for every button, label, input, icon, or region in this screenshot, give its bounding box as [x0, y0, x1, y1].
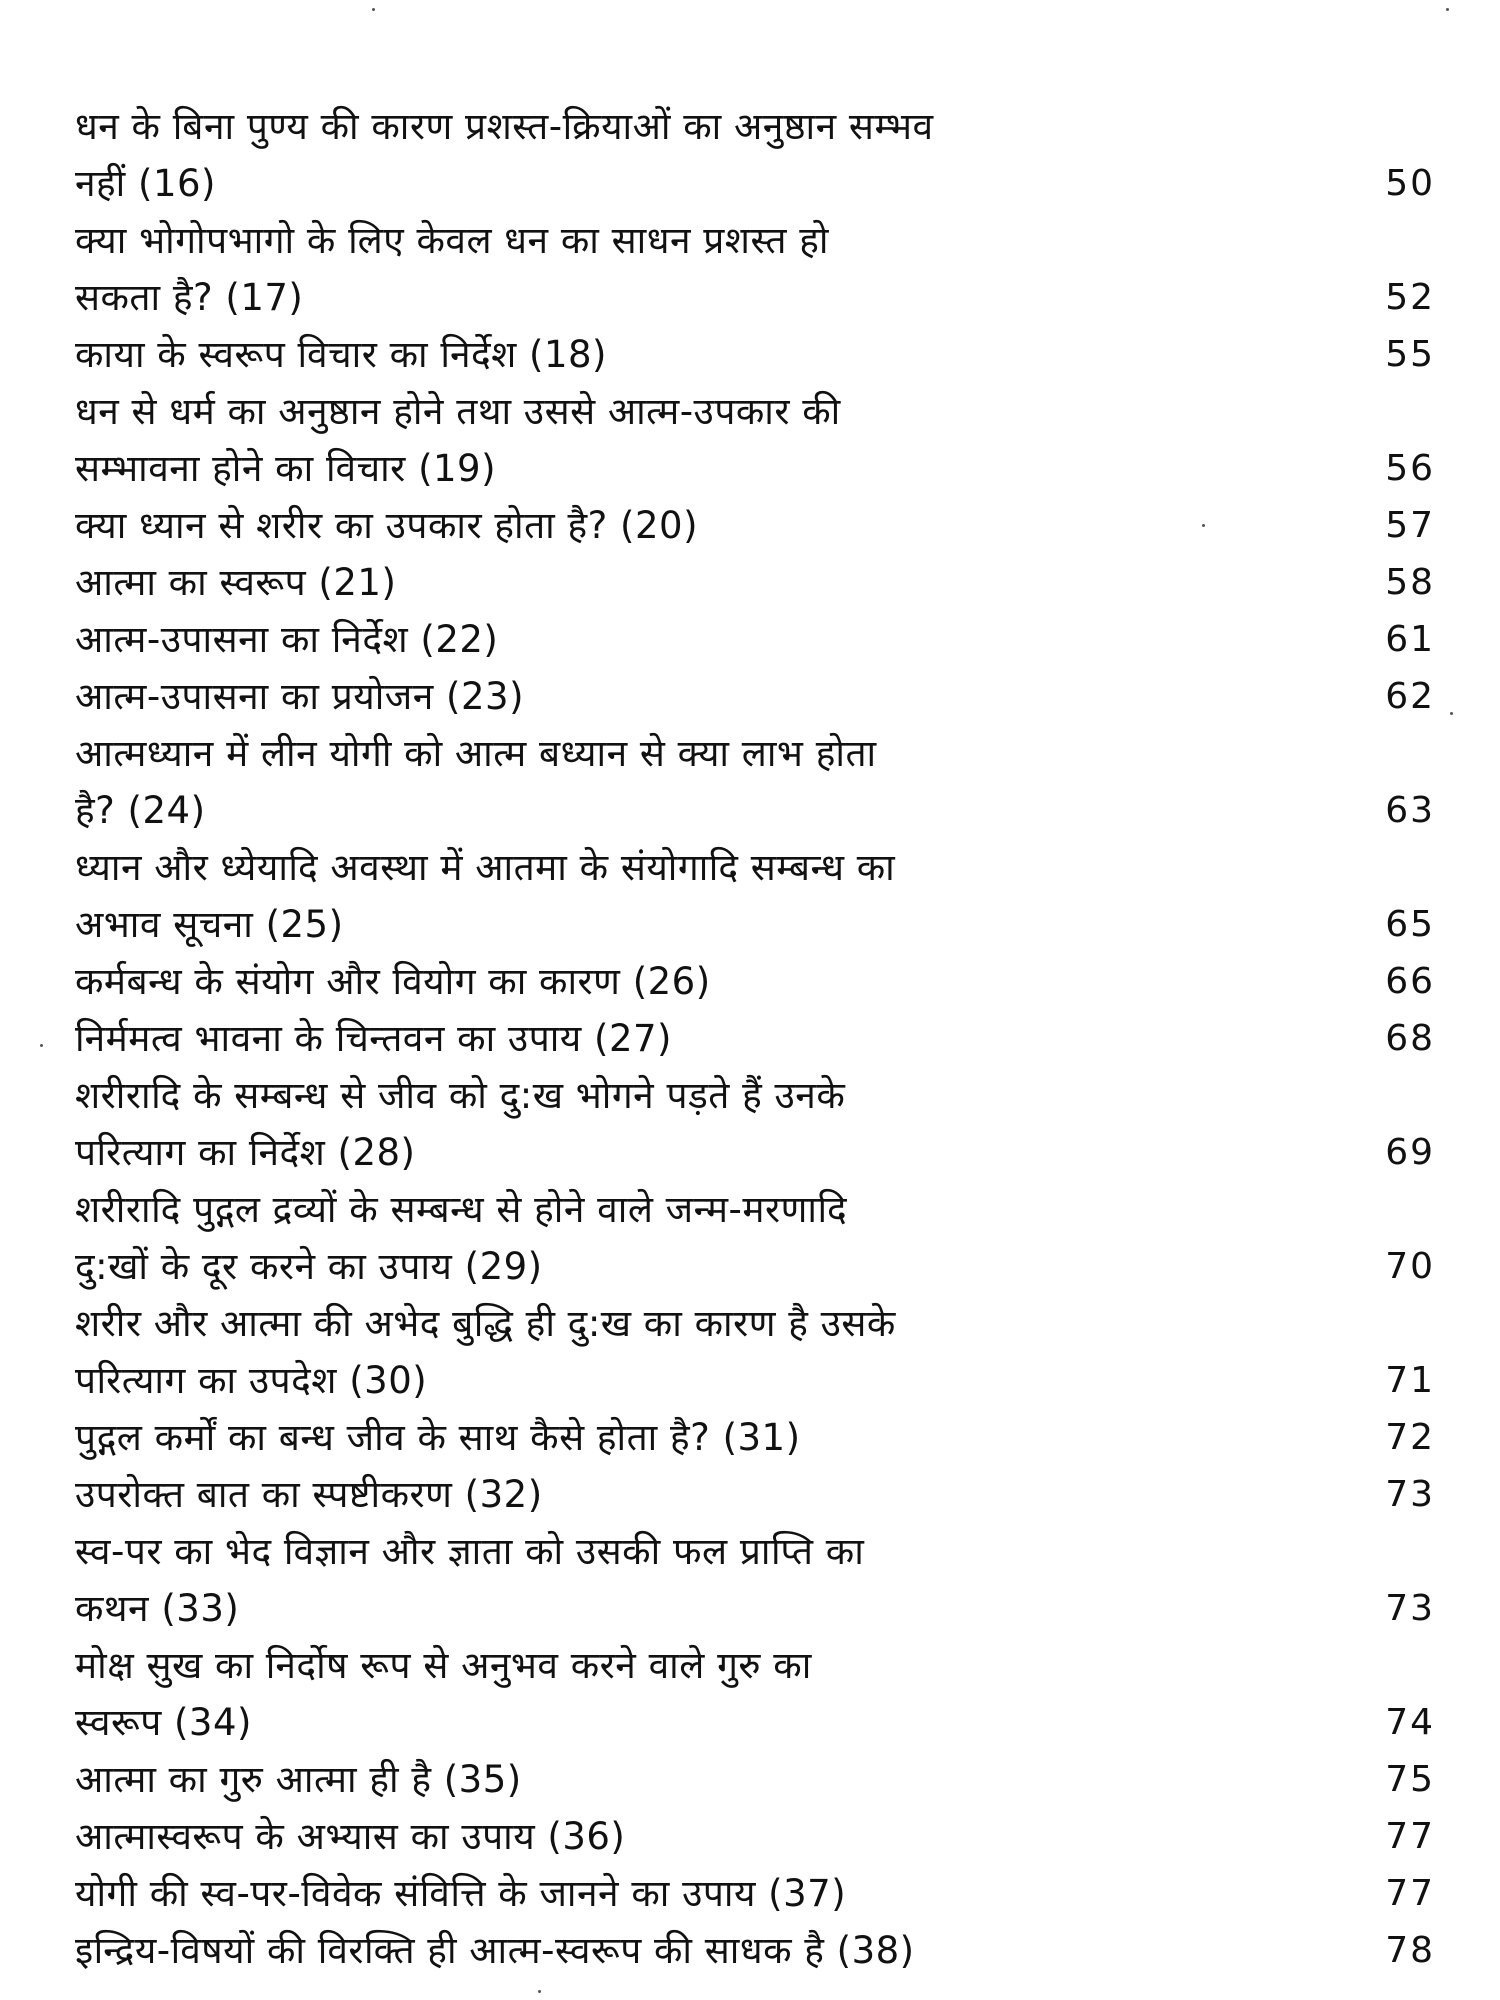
toc-entry-line: दु:खों के दूर करने का उपाय (29)	[75, 1245, 543, 1288]
toc-entry-title	[75, 1409, 1255, 1466]
toc-entry-line: आत्म-उपासना का प्रयोजन (23)	[75, 675, 525, 718]
toc-entry-title	[75, 212, 1255, 326]
toc-page-number: 58	[1385, 562, 1435, 603]
toc-page-number: 70	[1385, 1246, 1435, 1287]
toc-page-number: 56	[1385, 448, 1435, 489]
toc-entry-line: स्व-पर का भेद विज्ञान और ज्ञाता को उसकी फल प्राप्ति का	[75, 1530, 865, 1573]
toc-page-number: 66	[1385, 961, 1435, 1002]
toc-page-number: 65	[1385, 904, 1435, 945]
toc-page-number: 68	[1385, 1018, 1435, 1059]
toc-entry-line: आत्मध्यान में लीन योगी को आत्म बध्यान से क्या लाभ होता	[75, 732, 877, 775]
scan-speck	[1450, 712, 1453, 715]
toc-entry-title	[75, 839, 1255, 953]
toc-entry	[75, 1751, 1435, 1808]
toc-entry-line: अभाव सूचना (25)	[75, 903, 344, 946]
toc-entry-line: काया के स्वरूप विचार का निर्देश (18)	[75, 333, 607, 376]
toc-page-number: 78	[1385, 1930, 1435, 1971]
toc-entry-title	[75, 497, 1255, 554]
toc-entry-line: उपरोक्त बात का स्पष्टीकरण (32)	[75, 1473, 543, 1516]
toc-entry-title	[75, 611, 1255, 668]
toc-entry-line: योगी की स्व-पर-विवेक संवित्ति के जानने का उपाय (37)	[75, 1872, 847, 1915]
toc-entry-line: आत्मा का गुरु आत्मा ही है (35)	[75, 1758, 522, 1801]
toc-entry-line: आत्मा का स्वरूप (21)	[75, 561, 397, 604]
toc-entry	[75, 1295, 1435, 1409]
toc-page-number: 52	[1385, 277, 1435, 318]
toc-entry	[75, 326, 1435, 383]
toc-entry	[75, 725, 1435, 839]
toc-page-number: 61	[1385, 619, 1435, 660]
toc-entry-line: शरीरादि पुद्गल द्रव्यों के सम्बन्ध से होने वाले जन्म-मरणादि	[75, 1188, 848, 1231]
toc-page-number: 57	[1385, 505, 1435, 546]
toc-entry-title	[75, 1067, 1255, 1181]
toc-entry-line: परित्याग का उपदेश (30)	[75, 1359, 428, 1402]
toc-entry	[75, 1067, 1435, 1181]
table-of-contents	[75, 98, 1435, 1979]
toc-entry-line: शरीर और आत्मा की अभेद बुद्धि ही दु:ख का कारण है उसके	[75, 1302, 896, 1345]
toc-entry-line: कर्मबन्ध के संयोग और वियोग का कारण (26)	[75, 960, 711, 1003]
toc-entry-line: है? (24)	[75, 789, 206, 832]
toc-entry-title	[75, 1922, 1255, 1979]
toc-entry-line: नहीं (16)	[75, 162, 216, 205]
scan-speck	[40, 1044, 43, 1047]
toc-page-number: 75	[1385, 1759, 1435, 1800]
scan-speck	[538, 1990, 541, 1993]
toc-entry-title	[75, 1808, 1255, 1865]
toc-page-number: 69	[1385, 1132, 1435, 1173]
toc-entry	[75, 212, 1435, 326]
scan-speck	[1202, 524, 1205, 527]
toc-entry-line: क्या ध्यान से शरीर का उपकार होता है? (20)	[75, 504, 699, 547]
toc-page-number: 62	[1385, 676, 1435, 717]
toc-entry-title	[75, 98, 1255, 212]
toc-entry	[75, 1409, 1435, 1466]
toc-entry-title	[75, 554, 1255, 611]
toc-entry-line: पुद्गल कर्मों का बन्ध जीव के साथ कैसे होता है? (31)	[75, 1416, 801, 1459]
toc-entry	[75, 554, 1435, 611]
scan-speck	[1446, 8, 1449, 11]
toc-page-number: 73	[1385, 1588, 1435, 1629]
toc-entry	[75, 1865, 1435, 1922]
toc-entry	[75, 1922, 1435, 1979]
scan-speck	[372, 8, 375, 11]
toc-entry-title	[75, 326, 1255, 383]
toc-entry-title	[75, 1010, 1255, 1067]
toc-entry-line: क्या भोगोपभागो के लिए केवल धन का साधन प्रशस्त हो	[75, 219, 829, 262]
toc-entry	[75, 1523, 1435, 1637]
toc-entry	[75, 611, 1435, 668]
toc-entry-title	[75, 383, 1255, 497]
toc-entry	[75, 98, 1435, 212]
toc-entry	[75, 668, 1435, 725]
toc-entry-line: इन्द्रिय-विषयों की विरक्ति ही आत्म-स्वरूप की साधक है (38)	[75, 1929, 915, 1972]
toc-entry-title	[75, 1523, 1255, 1637]
toc-entry-title	[75, 725, 1255, 839]
toc-entry-line: मोक्ष सुख का निर्दोष रूप से अनुभव करने वाले गुरु का	[75, 1644, 812, 1687]
toc-entry	[75, 1181, 1435, 1295]
toc-entry-title	[75, 1181, 1255, 1295]
toc-entry-title	[75, 1466, 1255, 1523]
toc-page-number: 71	[1385, 1360, 1435, 1401]
toc-entry-line: आत्म-उपासना का निर्देश (22)	[75, 618, 499, 661]
toc-entry-title	[75, 668, 1255, 725]
toc-entry	[75, 953, 1435, 1010]
toc-entry-title	[75, 1295, 1255, 1409]
toc-entry-line: निर्ममत्व भावना के चिन्तवन का उपाय (27)	[75, 1017, 672, 1060]
toc-page-number: 72	[1385, 1417, 1435, 1458]
toc-entry	[75, 497, 1435, 554]
toc-entry-line: धन से धर्म का अनुष्ठान होने तथा उससे आत्म-उपकार की	[75, 390, 841, 433]
toc-entry	[75, 1010, 1435, 1067]
toc-entry-line: परित्याग का निर्देश (28)	[75, 1131, 416, 1174]
toc-entry	[75, 839, 1435, 953]
toc-entry	[75, 1637, 1435, 1751]
toc-entry	[75, 1808, 1435, 1865]
toc-entry	[75, 383, 1435, 497]
toc-page-number: 73	[1385, 1474, 1435, 1515]
toc-entry-title	[75, 1637, 1255, 1751]
toc-page-number: 77	[1385, 1816, 1435, 1857]
toc-entry-line: आत्मास्वरूप के अभ्यास का उपाय (36)	[75, 1815, 626, 1858]
toc-entry-line: धन के बिना पुण्य की कारण प्रशस्त-क्रियाओं का अनुष्ठान सम्भव	[75, 105, 934, 148]
toc-entry-title	[75, 1751, 1255, 1808]
toc-entry-title	[75, 1865, 1255, 1922]
toc-page-number: 50	[1385, 163, 1435, 204]
toc-page-number: 77	[1385, 1873, 1435, 1914]
toc-page-number: 55	[1385, 334, 1435, 375]
toc-entry-line: स्वरूप (34)	[75, 1701, 252, 1744]
toc-entry-line: सकता है? (17)	[75, 276, 304, 319]
toc-entry-line: ध्यान और ध्येयादि अवस्था में आतमा के संयोगादि सम्बन्ध का	[75, 846, 896, 889]
toc-entry-title	[75, 953, 1255, 1010]
toc-page-number: 63	[1385, 790, 1435, 831]
toc-entry-line: सम्भावना होने का विचार (19)	[75, 447, 497, 490]
toc-entry-line: कथन (33)	[75, 1587, 240, 1630]
toc-entry	[75, 1466, 1435, 1523]
toc-entry-line: शरीरादि के सम्बन्ध से जीव को दु:ख भोगने पड़ते हैं उनके	[75, 1074, 846, 1117]
toc-page-number: 74	[1385, 1702, 1435, 1743]
